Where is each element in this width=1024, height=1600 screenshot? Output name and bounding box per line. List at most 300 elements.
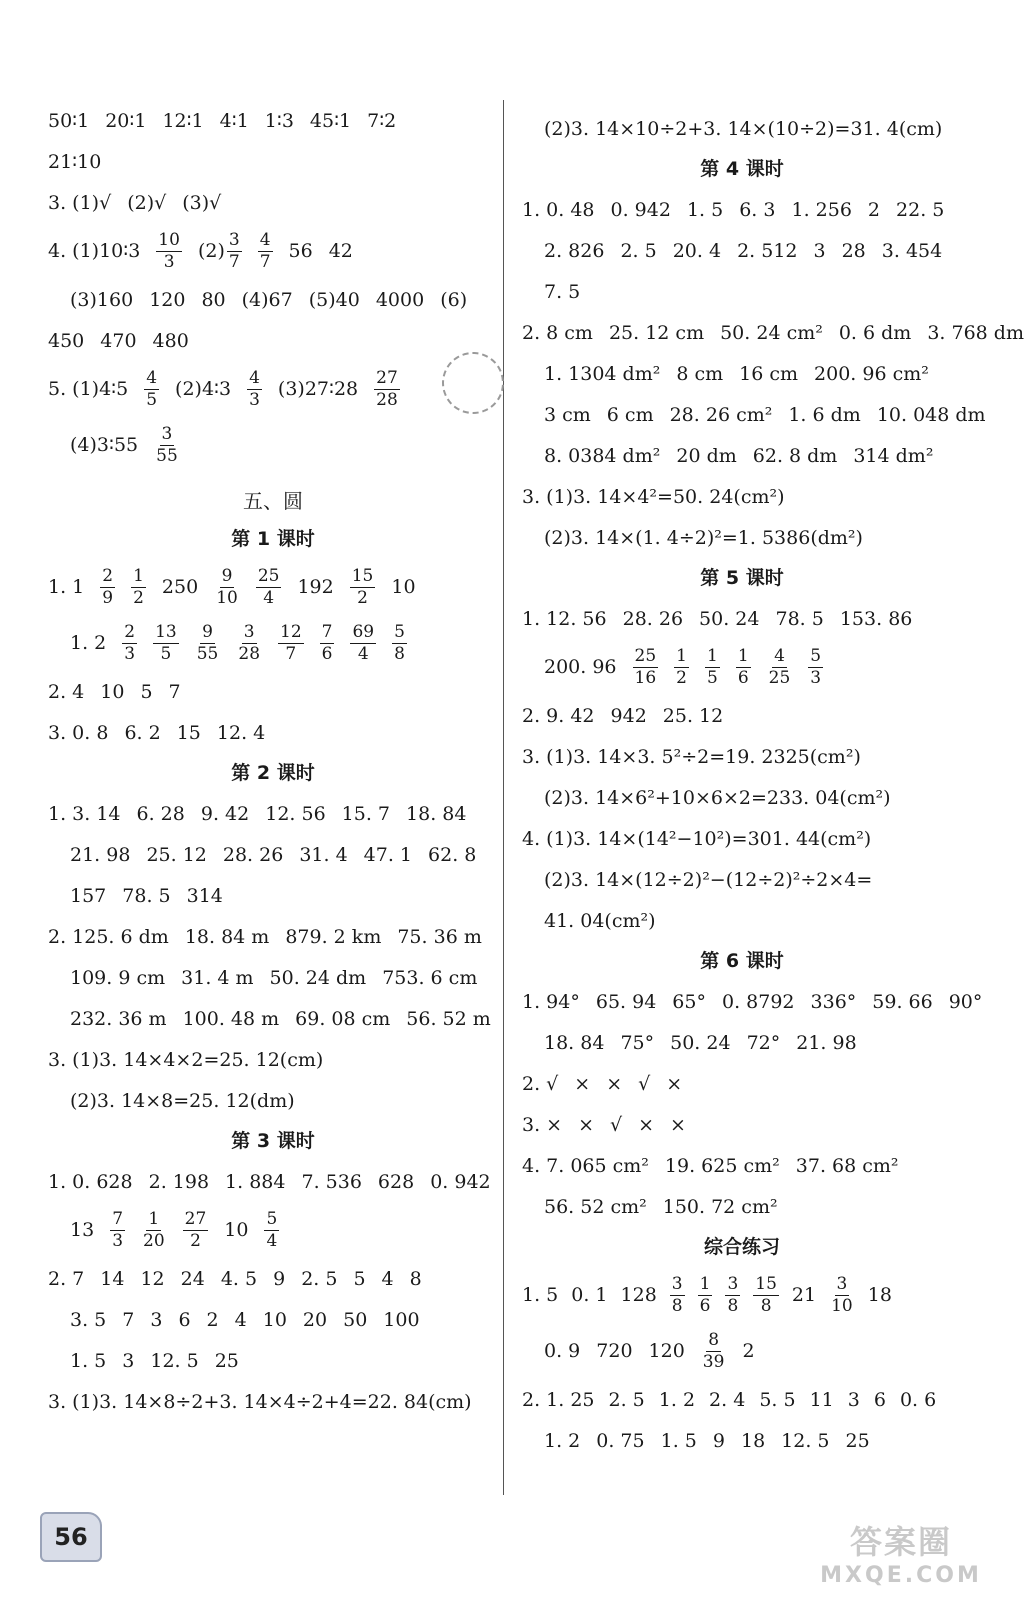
answer-line — [48, 916, 498, 957]
answer: 6 — [178, 1308, 191, 1331]
answer: 12. 56 — [265, 802, 326, 825]
answer: 90° — [948, 990, 983, 1013]
answer: (2)3. 14×8=25. 12(dm) — [70, 1089, 295, 1112]
answer: 1. 1 — [48, 576, 85, 598]
answer: 0. 6 dm — [838, 321, 912, 344]
answer: × — [606, 1072, 623, 1095]
answer: 2. 8 cm — [522, 321, 593, 344]
answer: 10 — [224, 1219, 249, 1241]
denominator: 8 — [671, 1295, 683, 1316]
answer: 8 — [409, 1267, 422, 1290]
answer: 31. 4 m — [181, 966, 254, 989]
answer: 2 — [742, 1340, 755, 1362]
answer: × — [578, 1113, 595, 1136]
answer: 1. 884 — [225, 1170, 286, 1193]
numerator: 3 — [243, 621, 255, 642]
answer: 10. 048 dm — [876, 403, 986, 426]
answer: 450 — [48, 329, 85, 352]
numerator: 5 — [394, 621, 405, 642]
answer: (2)3. 14×10÷2+3. 14×(10÷2)=31. 4(cm) — [544, 117, 943, 140]
answer-line — [48, 361, 498, 417]
answer: 153. 86 — [839, 607, 913, 630]
answer: 56 — [288, 240, 313, 262]
answer-line — [48, 182, 498, 223]
answer: 15 — [176, 721, 201, 744]
denominator: 3 — [112, 1230, 124, 1251]
lesson-title: 综合练习 — [703, 1236, 780, 1258]
answer: 0. 75 — [596, 1429, 645, 1452]
answer: 1. 1304 dm² — [544, 362, 661, 385]
answer-line — [48, 1039, 498, 1080]
answer: 50. 24 cm² — [720, 321, 823, 344]
denominator: 6 — [321, 643, 333, 664]
answer: 3. × — [522, 1113, 563, 1136]
answer: 25. 12 cm — [608, 321, 705, 344]
answer: 25 — [214, 1349, 239, 1372]
answer: 1. 0. 48 — [522, 198, 595, 221]
answer-line — [48, 1258, 498, 1299]
answer: 1. 2 — [70, 632, 107, 654]
answer: 18. 84 — [406, 802, 467, 825]
answer-line — [48, 875, 498, 916]
numerator: 25 — [634, 645, 657, 666]
answer: 1. 12. 56 — [522, 607, 607, 630]
fraction — [110, 1208, 125, 1251]
fraction — [753, 1273, 779, 1316]
page-number: 56 — [40, 1512, 102, 1562]
answer: 14 — [100, 1267, 125, 1290]
answer: 0. 942 — [610, 198, 671, 221]
fraction — [633, 645, 659, 688]
answer: 78. 5 — [122, 884, 171, 907]
answer: 20 dm — [676, 444, 737, 467]
answer-line — [48, 1340, 498, 1381]
answer: 7. 5 — [544, 280, 581, 303]
fraction — [122, 621, 137, 664]
answer: 2. 5 — [608, 1388, 645, 1411]
answer: 56. 52 cm² — [544, 1195, 647, 1218]
answer: 753. 6 cm — [382, 966, 478, 989]
answer: 3. 768 dm — [927, 321, 1024, 344]
answer: 10 — [391, 576, 416, 598]
answer: 2. 826 — [544, 239, 605, 262]
answer: 18 — [740, 1429, 766, 1452]
denominator: 7 — [228, 251, 240, 272]
answer-line — [48, 1381, 498, 1422]
answer-line — [522, 1104, 962, 1145]
answer: 150. 72 cm² — [662, 1195, 778, 1218]
numerator: 5 — [810, 645, 822, 666]
answer-line — [522, 598, 962, 639]
answer: 1. 5 — [70, 1349, 107, 1372]
answer: (2)3. 14×(1. 4÷2)²=1. 5386(dm²) — [544, 526, 863, 549]
answer-line — [522, 1379, 962, 1420]
answer: 1. 94° — [522, 990, 580, 1013]
answer: 50∶1 — [48, 109, 90, 132]
answer: 942 — [610, 704, 647, 727]
numerator: 4 — [249, 367, 260, 388]
numerator: 4 — [146, 367, 158, 388]
answer: 2. 4 — [709, 1388, 746, 1411]
answer: 3 — [122, 1349, 135, 1372]
answer: 336° — [810, 990, 857, 1013]
answer: 4. (1)10∶3 — [48, 240, 141, 262]
watermark-url: MXQE.COM — [820, 1562, 982, 1588]
answer: (6) — [440, 288, 468, 311]
answer: 4. 5 — [220, 1267, 258, 1290]
fraction — [392, 621, 407, 664]
numerator: 1 — [676, 645, 687, 666]
answer: 12. 5 — [781, 1429, 830, 1452]
answer-line — [48, 1202, 498, 1258]
answer: 7 — [168, 680, 181, 703]
answer: 18. 84 m — [184, 925, 270, 948]
denominator: 9 — [102, 587, 114, 608]
answer-line — [522, 1063, 962, 1104]
lesson-title: 第 6 课时 — [700, 950, 784, 972]
answer: 0. 1 — [571, 1284, 608, 1306]
answer: 2. 4 — [48, 680, 85, 703]
answer: (4)3∶55 — [70, 434, 139, 456]
answer: 20. 4 — [672, 239, 722, 262]
denominator: 7 — [259, 251, 271, 272]
answer: 18 — [867, 1284, 892, 1306]
answer: √ — [638, 1072, 651, 1095]
answer-line — [522, 1186, 962, 1227]
answer: 69. 08 cm — [295, 1007, 391, 1030]
fraction — [808, 645, 823, 688]
answer: 24 — [180, 1267, 205, 1290]
answer: 12. 5 — [150, 1349, 199, 1372]
answer: (2)√ — [127, 191, 167, 214]
answer: 2. 5 — [620, 239, 657, 262]
denominator: 5 — [146, 389, 158, 410]
denominator: 2 — [190, 1230, 201, 1251]
answer-line — [48, 793, 498, 834]
answer: (4)67 — [241, 288, 293, 311]
answer: 59. 66 — [872, 990, 933, 1013]
answer: 21 — [791, 1284, 817, 1306]
answer: 1. 5 — [660, 1429, 697, 1452]
answer: 12∶1 — [162, 109, 204, 132]
answer: 109. 9 cm — [70, 966, 166, 989]
answer: 10 — [262, 1308, 287, 1331]
answer: 7∶2 — [367, 109, 397, 132]
answer: 4 — [381, 1267, 394, 1290]
answer: 21∶10 — [48, 150, 102, 173]
fraction — [736, 645, 751, 688]
answer: 5. (1)4∶5 — [48, 378, 129, 400]
answer-line — [522, 639, 962, 695]
fraction — [156, 229, 182, 272]
numerator: 7 — [321, 621, 333, 642]
answer: 720 — [596, 1340, 633, 1362]
numerator: 25 — [257, 565, 280, 586]
answer: 31. 4 — [299, 843, 348, 866]
fraction — [374, 367, 400, 410]
fraction — [154, 423, 180, 466]
denominator: 4 — [263, 587, 275, 608]
answer: 20 — [302, 1308, 328, 1331]
answer: 120 — [149, 288, 186, 311]
fraction — [236, 621, 262, 664]
numerator: 3 — [228, 229, 240, 250]
fraction — [829, 1273, 855, 1316]
numerator: 10 — [158, 229, 180, 250]
answer: 120 — [648, 1340, 685, 1362]
denominator: 28 — [238, 643, 261, 664]
answer: 42 — [328, 240, 353, 262]
fraction — [183, 1208, 209, 1251]
fraction — [674, 645, 689, 688]
answer: 50 — [343, 1308, 368, 1331]
answer: 50. 24 — [670, 1031, 731, 1054]
answer: (2)3. 14×6²+10×6×2=233. 04(cm²) — [544, 786, 891, 809]
answer: 9. 42 — [200, 802, 250, 825]
denominator: 3 — [810, 667, 822, 688]
denominator: 4 — [357, 643, 369, 664]
fraction — [698, 1273, 713, 1316]
answer: 12. 4 — [216, 721, 266, 744]
lesson-title: 第 3 课时 — [231, 1130, 315, 1152]
answer: 1. 0. 628 — [48, 1170, 133, 1193]
answer: 3. (1)3. 14×3. 5²÷2=19. 2325(cm²) — [522, 745, 861, 768]
answer-line — [522, 981, 983, 1022]
answer: 4 — [234, 1308, 247, 1331]
fraction — [144, 367, 159, 410]
fraction — [701, 1329, 727, 1372]
numerator: 3 — [671, 1273, 683, 1294]
denominator: 10 — [831, 1295, 853, 1316]
answer: 18. 84 — [544, 1031, 605, 1054]
answer: 314 — [186, 884, 223, 907]
answer: 62. 8 — [428, 843, 477, 866]
right-column — [522, 108, 1024, 1461]
answer: 879. 2 km — [285, 925, 382, 948]
fraction — [100, 565, 115, 608]
answer: 25. 12 — [146, 843, 207, 866]
denominator: 16 — [634, 667, 657, 688]
answer: 1. 5 — [686, 198, 724, 221]
fraction — [214, 565, 240, 608]
watermark-text: 答案圈 — [849, 1522, 952, 1561]
answer: 128 — [620, 1284, 657, 1306]
answer: 37. 68 cm² — [795, 1154, 899, 1177]
answer: 21. 98 — [70, 843, 131, 866]
answer: 62. 8 dm — [752, 444, 838, 467]
answer: 56. 52 m — [406, 1007, 491, 1030]
answer: 2 — [206, 1308, 219, 1331]
answer: 1. 256 — [791, 198, 852, 221]
answer: 65° — [672, 990, 706, 1013]
denominator: 3 — [124, 643, 136, 664]
denominator: 6 — [737, 667, 749, 688]
answer: (3)√ — [182, 191, 222, 214]
answer: 75. 36 m — [397, 925, 482, 948]
answer: 78. 5 — [775, 607, 824, 630]
answer-line — [48, 1161, 498, 1202]
watermark-logo — [820, 1514, 982, 1590]
denominator: 7 — [285, 643, 297, 664]
answer: 157 — [70, 884, 107, 907]
column-divider — [503, 100, 504, 1495]
answer: 19. 625 cm² — [664, 1154, 780, 1177]
answer: 4. (1)3. 14×(14²−10²)=301. 44(cm²) — [522, 827, 872, 850]
answer-line — [48, 615, 498, 671]
answer: 480 — [152, 329, 189, 352]
answer: 3. (1)3. 14×4×2=25. 12(cm) — [48, 1048, 324, 1071]
denominator: 6 — [699, 1295, 711, 1316]
answer-line — [48, 279, 498, 320]
fraction — [705, 645, 720, 688]
answer: 2. 9. 42 — [522, 704, 595, 727]
numerator: 1 — [737, 645, 749, 666]
answer: 5 — [140, 680, 153, 703]
section-title: 五、圆 — [243, 489, 303, 513]
answer: 9 — [273, 1267, 286, 1290]
lesson-title: 第 5 课时 — [700, 567, 784, 589]
answer: 3 — [150, 1308, 163, 1331]
answer: (2) — [197, 240, 225, 262]
numerator: 12 — [280, 621, 302, 642]
answer: √ — [610, 1113, 623, 1136]
answer: 314 dm² — [853, 444, 934, 467]
answer-group — [197, 229, 242, 272]
fraction — [195, 621, 221, 664]
answer-line — [48, 671, 498, 712]
answer: 628 — [377, 1170, 415, 1193]
answer: 100. 48 m — [182, 1007, 280, 1030]
answer-line — [522, 517, 962, 558]
denominator: 28 — [376, 389, 398, 410]
numerator: 69 — [352, 621, 375, 642]
answer: 1∶3 — [264, 109, 294, 132]
numerator: 2 — [102, 565, 114, 586]
answer: 2. 5 — [301, 1267, 338, 1290]
answer-line — [522, 353, 962, 394]
denominator: 2 — [357, 587, 368, 608]
denominator: 2 — [133, 587, 144, 608]
answer-line — [48, 559, 498, 615]
answer: 7. 536 — [301, 1170, 362, 1193]
answer: 16 cm — [739, 362, 799, 385]
numerator: 7 — [112, 1208, 124, 1229]
answer: 232. 36 m — [70, 1007, 167, 1030]
answer: 3. (1)√ — [48, 191, 112, 214]
answer: 2. √ — [522, 1072, 559, 1095]
answer-line — [48, 223, 498, 279]
answer-line — [48, 320, 498, 361]
answer-line — [48, 141, 498, 182]
answer: 5 — [353, 1267, 366, 1290]
answer: (2)3. 14×(12÷2)²−(12÷2)²÷2×4= — [544, 868, 873, 891]
answer: 1. 2 — [658, 1388, 696, 1411]
denominator: 55 — [156, 445, 178, 466]
fraction — [256, 565, 282, 608]
answer: 6. 3 — [739, 198, 776, 221]
answer: 72° — [746, 1031, 781, 1054]
numerator: 3 — [727, 1273, 739, 1294]
numerator: 3 — [836, 1273, 848, 1294]
numerator: 27 — [184, 1208, 207, 1229]
answer: 4000 — [375, 288, 425, 311]
answer: 2 — [867, 198, 881, 221]
denominator: 55 — [196, 643, 219, 664]
answer: 8 cm — [676, 362, 724, 385]
fraction — [227, 229, 242, 272]
answer-line — [522, 189, 962, 230]
numerator: 4 — [774, 645, 785, 666]
answer: 3 — [847, 1388, 860, 1411]
answer: 3. (1)3. 14×4²=50. 24(cm²) — [522, 485, 785, 508]
answer: 1. 3. 14 — [48, 802, 121, 825]
answer: × — [670, 1113, 686, 1136]
answer: 25 — [845, 1429, 870, 1452]
fraction — [264, 1208, 279, 1251]
fraction — [247, 367, 262, 410]
answer: 0. 6 — [899, 1388, 937, 1411]
numerator: 13 — [155, 621, 177, 642]
answer: 3. 454 — [881, 239, 943, 262]
numerator: 1 — [707, 645, 718, 666]
answer-line — [522, 736, 962, 777]
denominator: 3 — [163, 251, 175, 272]
answer: × — [638, 1113, 655, 1136]
fraction — [278, 621, 304, 664]
answer: 20∶1 — [105, 109, 147, 132]
answer: 11 — [809, 1388, 834, 1411]
denominator: 10 — [216, 587, 238, 608]
answer: × — [574, 1072, 591, 1095]
denominator: 25 — [768, 667, 791, 688]
answer: 7 — [122, 1308, 135, 1331]
answer: 6. 28 — [136, 802, 185, 825]
answer-line — [48, 1299, 498, 1340]
answer: (3)160 — [70, 288, 134, 311]
answer: 50. 24 dm — [269, 966, 367, 989]
answer-line — [48, 998, 498, 1039]
answer: 5. 5 — [759, 1388, 796, 1411]
answer-line — [522, 1267, 962, 1323]
answer: 1. 2 — [544, 1429, 581, 1452]
answer: 80 — [201, 288, 226, 311]
answer-line — [522, 476, 962, 517]
answer: 28 — [841, 239, 866, 262]
answer-line — [522, 108, 962, 149]
answer: 50. 24 — [699, 607, 760, 630]
answer: 3. (1)3. 14×8÷2+3. 14×4÷2+4=22. 84(cm) — [48, 1390, 472, 1413]
answer-line — [522, 312, 1024, 353]
numerator: 9 — [221, 565, 233, 586]
answer: 250 — [161, 576, 199, 598]
answer: 28. 26 — [622, 607, 684, 630]
answer-line — [48, 957, 498, 998]
answer: 9 — [712, 1429, 725, 1452]
answer: 28. 26 — [222, 843, 284, 866]
answer: 13 — [70, 1219, 95, 1241]
answer-line — [522, 394, 986, 435]
answer: 10 — [100, 680, 125, 703]
numerator: 1 — [699, 1273, 711, 1294]
answer: 25. 12 — [662, 704, 724, 727]
answer: 3 — [813, 239, 826, 262]
answer: 12 — [140, 1267, 165, 1290]
denominator: 39 — [702, 1351, 725, 1372]
answer: (2)4∶3 — [175, 378, 232, 400]
numerator: 8 — [708, 1329, 720, 1350]
answer: 2. 125. 6 dm — [48, 925, 169, 948]
fraction — [725, 1273, 740, 1316]
